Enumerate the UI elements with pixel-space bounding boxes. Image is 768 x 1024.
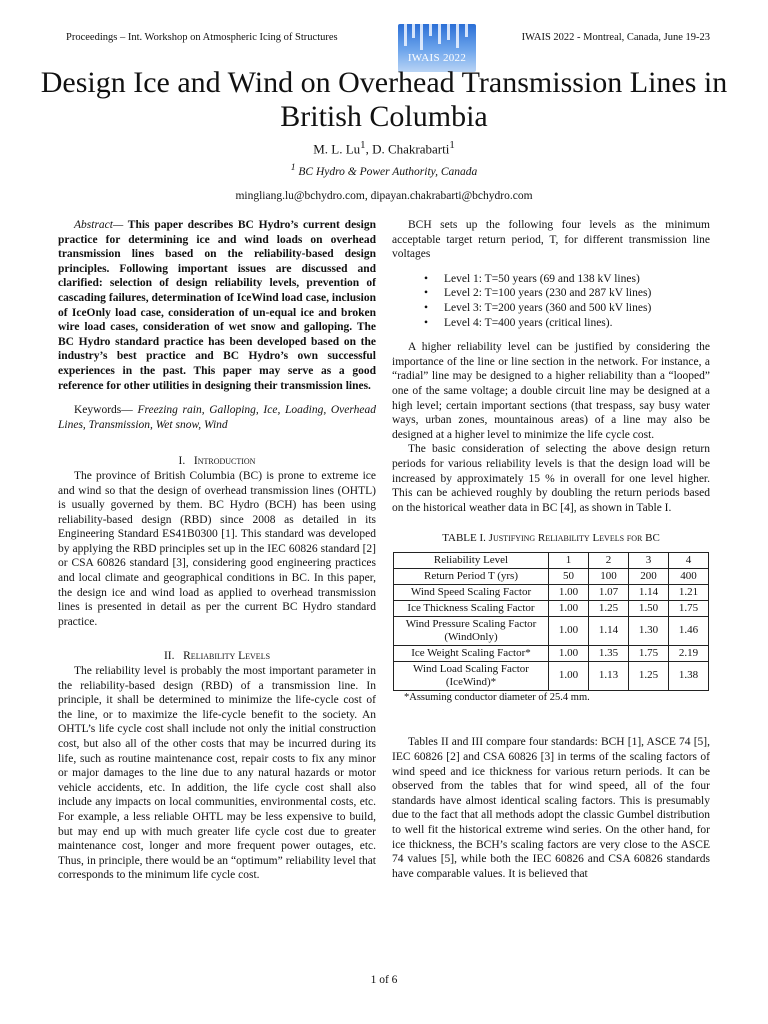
keywords: [58, 403, 376, 432]
table-cell: Ice Thickness Scaling Factor: [394, 600, 549, 616]
table-row: [394, 600, 709, 616]
paper-authors: [0, 139, 768, 157]
table-cell: Wind Load Scaling Factor (IceWind)*: [394, 661, 549, 690]
table-cell: 400: [669, 568, 709, 584]
table-cell: 1.30: [629, 616, 669, 645]
table-row: [394, 645, 709, 661]
table-cell: 1.25: [629, 661, 669, 690]
affiliation-marker: 1: [290, 162, 296, 173]
list-item: • Level 3: T=200 years (360 and 500 kV lines): [444, 301, 710, 316]
table-footnote: *Assuming conductor diameter of 25.4 mm.: [404, 691, 590, 703]
table-cell: Wind Speed Scaling Factor: [394, 584, 549, 600]
table-cell: 1.07: [589, 584, 629, 600]
table-cell: 1.50: [629, 600, 669, 616]
table-cell: 1.35: [589, 645, 629, 661]
author-separator: ,: [365, 141, 373, 157]
table-cell: 1.00: [549, 600, 589, 616]
table-number: TABLE I.: [442, 532, 486, 545]
table-cell: 200: [629, 568, 669, 584]
right-column: [392, 218, 710, 881]
table-caption: [392, 531, 710, 546]
abstract-label: Abstract—: [74, 219, 124, 231]
return-period-paragraph: The basic consideration of selecting the above design return periods for various reliability levels is that the design load will be increased by approximately 15 % in overall for one level higher. This can be achieved roughly by doubling the return periods based on the historical weather data in BC [4], as shown in Table I.: [392, 443, 710, 514]
section-heading-reliability: [58, 649, 376, 664]
table-cell: 1.13: [589, 661, 629, 690]
table-cell: 2: [589, 552, 629, 568]
affiliation-text: BC Hydro & Power Authority, Canada: [295, 165, 478, 178]
levels-intro-paragraph: BCH sets up the following four levels as the minimum acceptable target return period, T, for different transmission line voltages: [392, 219, 710, 261]
table-title: Justifying Reliability Levels for BC: [488, 532, 660, 545]
table-cell: 2.19: [669, 645, 709, 661]
table-cell: 1.00: [549, 616, 589, 645]
logo-text: IWAIS 2022: [407, 52, 467, 64]
section-title: Reliability Levels: [183, 650, 271, 663]
table-cell: Wind Pressure Scaling Factor (WindOnly): [394, 616, 549, 645]
table-cell: 1.46: [669, 616, 709, 645]
intro-paragraph: The province of British Columbia (BC) is prone to extreme ice and wind so that the design of overhead transmission lines (OHTL) is usually governed by them. BC Hydro (BCH) has been using reliability-based design (RBD) since 2008 as detailed in its Engineering Standard ES41B0300 [1]. This standard was developed by applying the RBD principles set up in the IEC 60826 standard [2] or CSA 60826 standard [3], considering good engineering practices and local climate and geographical conditions in BC. In this paper, the design ice and wind load as applied to overhead transmission lines is presented in detail as per the current BC Hydro standard practice.: [58, 469, 376, 628]
table-cell: 1.00: [549, 661, 589, 690]
list-item: • Level 4: T=400 years (critical lines).: [444, 316, 710, 331]
keywords-label: Keywords—: [74, 404, 133, 417]
author-2-affil: 1: [449, 139, 455, 151]
higher-reliability-paragraph: A higher reliability level can be justified by considering the importance of the line or line section in the network. For instance, a “radial” line may be designed to a higher reliability than a “looped” one of the same voltage; a double circuit line may be designed at a high level; certain important sections (that trespass, say busy water ways, urban zones, mountainous areas) of a line may also be designed at a higher level to minimize the life cycle cost.: [392, 341, 710, 441]
table-cell: 100: [589, 568, 629, 584]
keywords-text: Freezing rain, Galloping, Ice, Loading, Overhead Lines, Transmission, Wet snow, Wind: [58, 404, 376, 431]
table-row: [394, 552, 709, 568]
page-number: 1 of 6: [370, 974, 398, 986]
standards-comparison-paragraph: Tables II and III compare four standards: BCH [1], ASCE 74 [5], IEC 60826 [2] and CSA 60826 [3] in terms of the scaling factors of wind speed and ice thickness for various return periods. It can be observed from the tables that for wind speed, all of the four standards have almost identical scaling factors. This is presumably due to the fact that all methods adopt the classic Gumbel distribution to well fit the historical extreme wind series. On the other hand, for ice thickness, the BCH’s scaling factors are very close to the ASCE 74 values [5], while both the IEC 60826 and CSA 60826 standards have comparable values. It is believed that: [392, 736, 710, 880]
table-cell: 1: [549, 552, 589, 568]
header-proceedings: Proceedings – Int. Workshop on Atmospheric Icing of Structures: [66, 32, 338, 43]
abstract: [58, 218, 376, 393]
table-cell: 1.38: [669, 661, 709, 690]
list-item: • Level 2: T=100 years (230 and 287 kV lines): [444, 286, 710, 301]
reliability-paragraph: The reliability level is probably the most important parameter in the reliability-based design (RBD) of a transmission line. In principle, it shall be determined to minimize the life-cycle cost of the line, or to maximize the life-cycle benefit to the society. An OHTL’s life cycle cost shall include not only the initial construction cost, but also all of the other costs that may be incurred during its life, such as routine maintenance cost, repair costs to fix any minor or major damages to the line due to any natural hazards or motor vehicle accidents, etc. In addition, the life cycle cost shall also include any impacts on local communities, environmental costs, etc. For example, a less reliable OHTL may be less expensive to build, but may end up with much greater life cycle cost due to greater maintenance cost, longer and more frequent power outages, etc. Thus, in principle, there would be an “optimum” reliability level that corresponds to the minimum life cycle cost.: [58, 665, 376, 882]
section-number: I.: [178, 455, 186, 468]
table-cell: 1.14: [589, 616, 629, 645]
table-cell: 50: [549, 568, 589, 584]
table-cell: 1.75: [669, 600, 709, 616]
author-2: D. Chakrabarti: [372, 141, 450, 157]
table-row: [394, 584, 709, 600]
page-header: [0, 24, 768, 64]
iwais-logo: [398, 24, 476, 72]
paper-title: Design Ice and Wind on Overhead Transmission Lines in British Columbia: [40, 66, 728, 133]
header-conference: IWAIS 2022 - Montreal, Canada, June 19-23: [521, 32, 710, 43]
table-row: [394, 661, 709, 690]
table-row: [394, 568, 709, 584]
table-cell: Return Period T (yrs): [394, 568, 549, 584]
table-cell: 1.21: [669, 584, 709, 600]
table-cell: Reliability Level: [394, 552, 549, 568]
table-row: [394, 616, 709, 645]
section-number: II.: [163, 650, 175, 663]
abstract-text: This paper describes BC Hydro’s current design practice for determining ice and wind loads on overhead transmission lines based on the reliability-based design principles. Following important issues are discussed and clarified: selection of design reliability levels, prevention of cascading failures, determination of IceWind load case, inclusion of IceOnly load case, consideration of un-equal ice and broken wire load cases, consideration of wet snow and galloping. The BC Hydro standard practice has been developed based on the industry’s best practice and BC Hydro’s own successful experiences in the past. This paper may serve as a good reference for other utilities in designing their transmission lines.: [58, 219, 376, 392]
reliability-levels-list: [392, 272, 710, 330]
left-column: [58, 218, 376, 883]
table-cell: 1.14: [629, 584, 669, 600]
list-item: • Level 1: T=50 years (69 and 138 kV lines): [444, 272, 710, 287]
reliability-table: [393, 552, 709, 691]
table-cell: 1.25: [589, 600, 629, 616]
section-heading-intro: [58, 454, 376, 469]
table-cell: 4: [669, 552, 709, 568]
affiliation: [0, 162, 768, 178]
table-cell: 1.00: [549, 584, 589, 600]
table-cell: Ice Weight Scaling Factor*: [394, 645, 549, 661]
section-title: Introduction: [193, 455, 256, 468]
author-emails: mingliang.lu@bchydro.com, dipayan.chakrabarti@bchydro.com: [235, 190, 533, 202]
author-1-affil: 1: [360, 139, 366, 151]
table-cell: 3: [629, 552, 669, 568]
table-cell: 1.75: [629, 645, 669, 661]
table-cell: 1.00: [549, 645, 589, 661]
author-1: M. L. Lu: [313, 141, 361, 157]
